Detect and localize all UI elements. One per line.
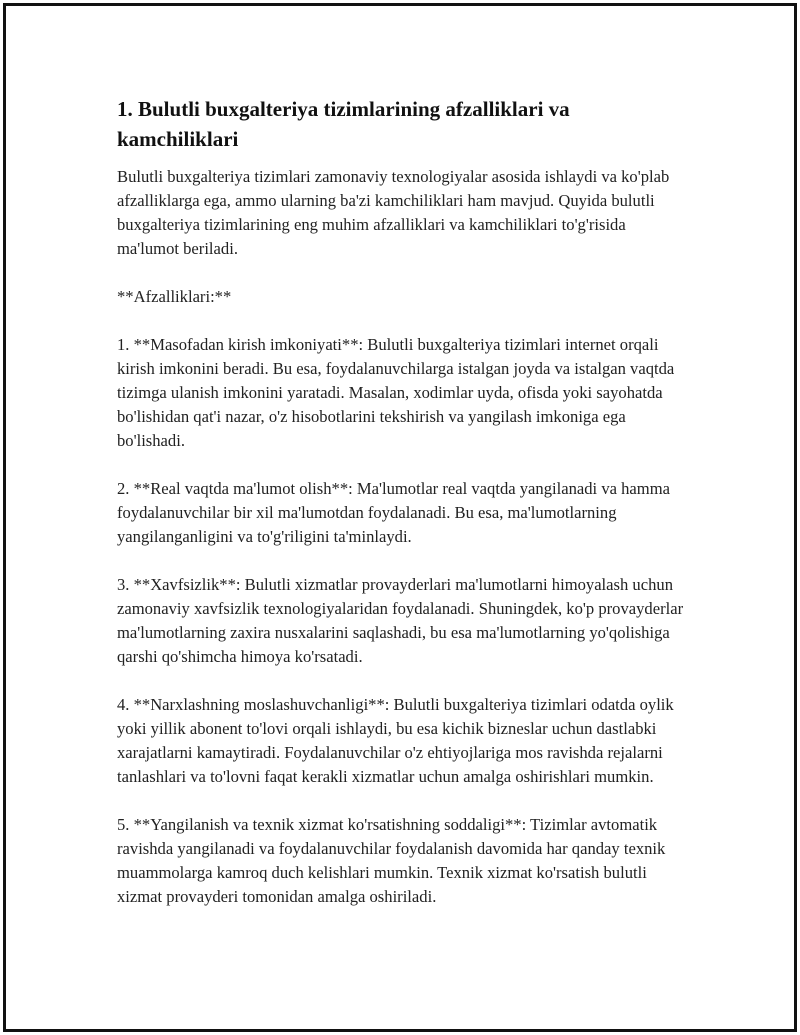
- advantages-heading: **Afzalliklari:**: [117, 287, 232, 306]
- list-item: 4. **Narxlashning moslashuvchanligi**: Bulutli buxgalteriya tizimlari odatda oylik yoki yillik abonent to'lovi orqali ishlaydi, bu esa kichik bizneslar uchun dastlabki xarajatlarni kamaytiradi. Foydalanuvchilar o'z ehtiyojlariga mos ravishda rejalarni tanlashlari va to'lovni faqat kerakli xizmatlar uchun amalga oshirishlari mumkin.: [117, 695, 674, 786]
- list-item: 3. **Xavfsizlik**: Bulutli xizmatlar provayderlari ma'lumotlarni himoyalash uchun zamonaviy xavfsizlik texnologiyalaridan foydalanadi. Shuningdek, ko'p provayderlar ma'lumotlarning zaxira nusxalarini saqlashadi, bu esa ma'lumotlarning yo'qolishiga qarshi qo'shimcha himoya ko'rsatadi.: [117, 575, 684, 666]
- list-item: 1. **Masofadan kirish imkoniyati**: Bulutli buxgalteriya tizimlari internet orqali kirish imkonini beradi. Bu esa, foydalanuvchilarga istalgan joyda va istalgan vaqtda tizimga ulanish imkonini yaratadi. Masalan, xodimlar uyda, ofisda yoki sayohatda bo'lishidan qat'i nazar, o'z hisobotlarini tekshirish va yangilash imkoniga ega bo'lishadi.: [117, 335, 675, 450]
- intro-paragraph: Bulutli buxgalteriya tizimlari zamonaviy texnologiyalar asosida ishlaydi va ko'plab afzalliklarga ega, ammo ularning ba'zi kamchiliklari ham mavjud. Quyida bulutli buxgalteriya tizimlarining eng muhim afzalliklari va kamchiliklari to'g'risida ma'lumot beriladi.: [117, 167, 670, 258]
- list-item: 5. **Yangilanish va texnik xizmat ko'rsatishning soddaligi**: Tizimlar avtomatik ravishda yangilanadi va foydalanuvchilar foydalanish davomida har qanday texnik muammolarga kamroq duch kelishlari mumkin. Texnik xizmat ko'rsatish bulutli xizmat provayderi tomonidan amalga oshiriladi.: [117, 815, 666, 906]
- list-item: 2. **Real vaqtda ma'lumot olish**: Ma'lumotlar real vaqtda yangilanadi va hamma foydalanuvchilar bir xil ma'lumotdan foydalanadi. Bu esa, ma'lumotlarning yangilanganligini va to'g'riligini ta'minlaydi.: [117, 479, 670, 546]
- document-title: 1. Bulutli buxgalteriya tizimlarining afzalliklari va kamchiliklari: [117, 97, 570, 151]
- document-body: [117, 94, 687, 933]
